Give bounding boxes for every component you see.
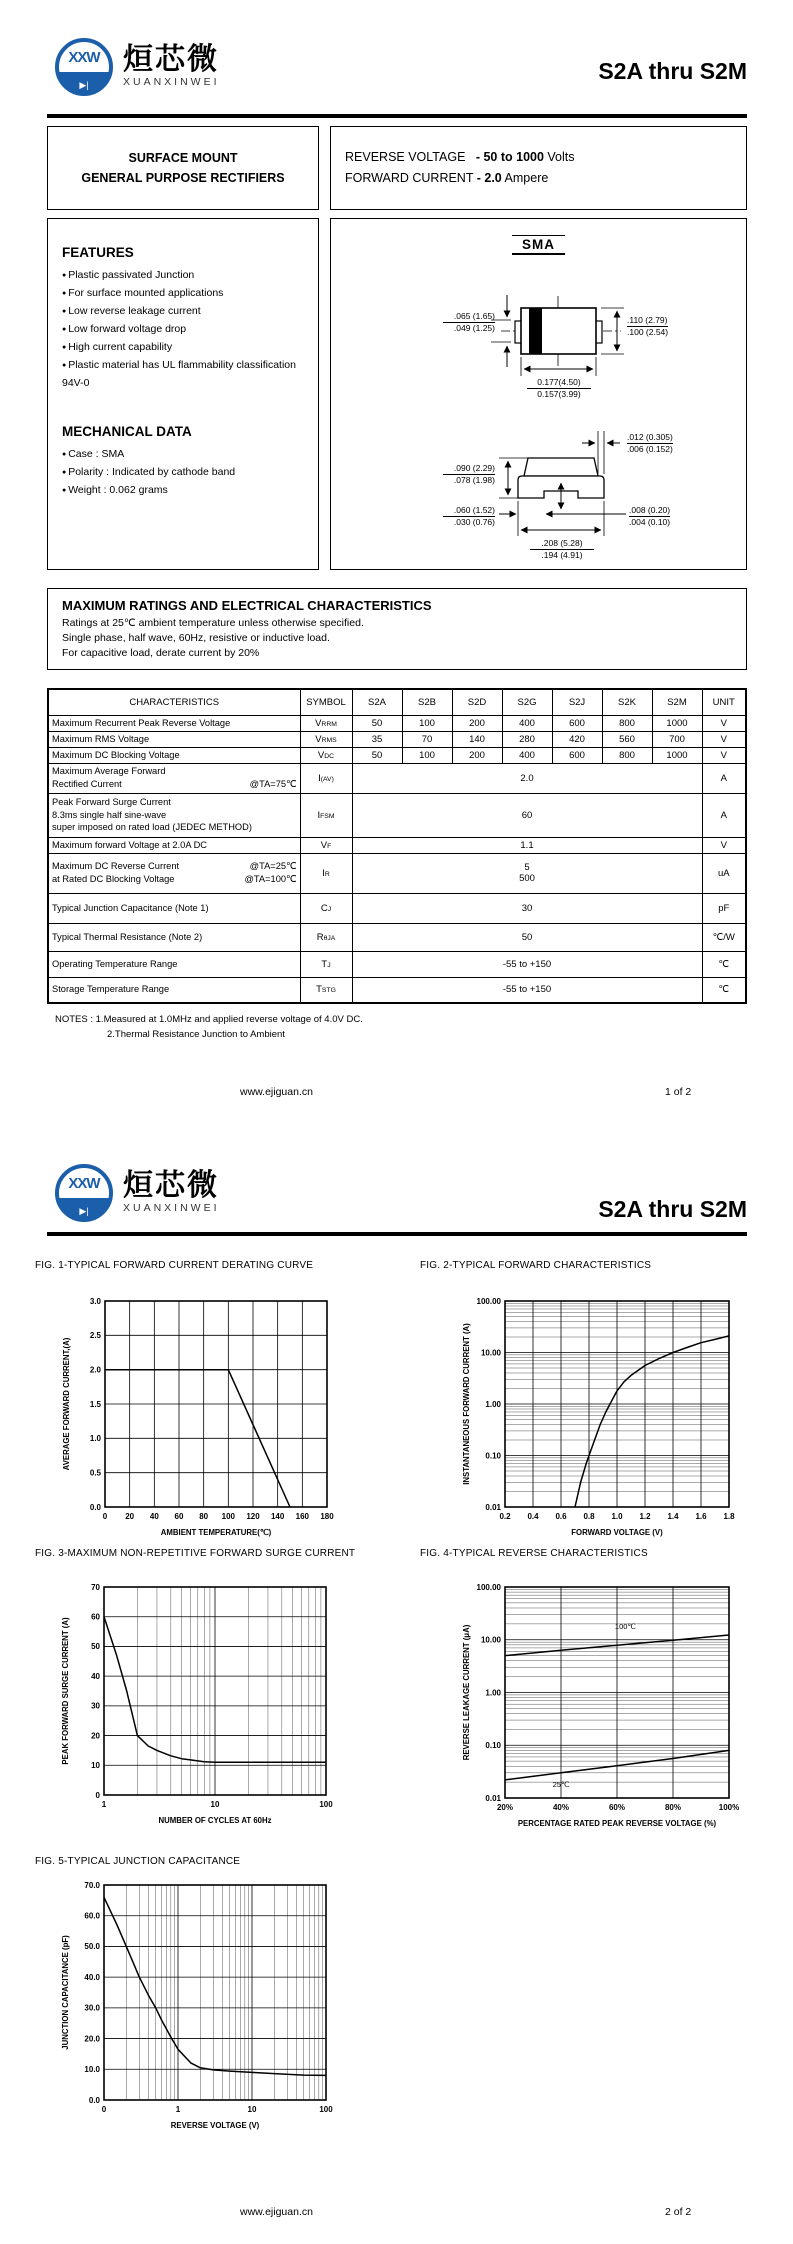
part-type-box [47, 126, 319, 210]
svg-text:1.0: 1.0 [89, 1434, 101, 1444]
package-drawing-box [330, 218, 747, 570]
reverse-voltage-unit: Volts [547, 149, 575, 164]
characteristic-cell: Storage Temperature Range [48, 977, 300, 1003]
fig1-derating-chart [59, 1293, 339, 1550]
feature-item: ● Low forward voltage drop [62, 320, 304, 338]
value-cell: 560 [602, 731, 652, 747]
table-row [48, 763, 746, 793]
svg-text:0.01: 0.01 [485, 1502, 501, 1512]
dim-overall-length: .208 (5.28) .194 (4.91) [530, 538, 594, 562]
dim-standoff: .008 (0.20) .004 (0.10) [629, 505, 671, 528]
value-cell: 50 [352, 923, 702, 951]
value-cell: -55 to +150 [352, 977, 702, 1003]
fig3-caption: FIG. 3-MAXIMUM NON-REPETITIVE FORWARD SURGE CURRENT [35, 1548, 356, 1559]
page2-header [47, 1164, 747, 1232]
page-title: S2A thru S2M [598, 1196, 747, 1222]
col-header-s2b: S2B [402, 689, 452, 715]
chart-svg [459, 1579, 741, 1836]
svg-text:40.0: 40.0 [84, 1972, 100, 1982]
forward-current-value: - 2.0 [476, 171, 502, 185]
value-cell: 700 [652, 731, 702, 747]
unit-cell: ℃/W [702, 923, 746, 951]
value-cell: 1000 [652, 715, 702, 731]
symbol-cell: VRMS [300, 731, 352, 747]
maximum-ratings-box [47, 588, 747, 670]
svg-text:160: 160 [295, 1512, 310, 1521]
unit-cell: A [702, 793, 746, 837]
unit-cell: V [702, 715, 746, 731]
header-rule [47, 114, 747, 118]
fig5-caption: FIG. 5-TYPICAL JUNCTION CAPACITANCE [35, 1856, 241, 1867]
svg-text:AMBIENT TEMPERATURE(℃): AMBIENT TEMPERATURE(℃) [160, 1528, 272, 1537]
feature-item: ● Plastic passivated Junction [62, 266, 304, 284]
svg-text:120: 120 [246, 1512, 260, 1521]
value-cell: 2.0 [352, 763, 702, 793]
company-logo [55, 38, 113, 96]
table-row [48, 853, 746, 893]
brand-name-cn: 烜芯微 [123, 43, 219, 76]
note-line-1: NOTES : 1.Measured at 1.0MHz and applied reverse voltage of 4.0V DC. [55, 1014, 363, 1025]
dim-body-height: .110 (2.79) .100 (2.54) [627, 315, 669, 338]
fig2-forward-characteristics-chart [459, 1293, 741, 1550]
footer-page-number: 1 of 2 [665, 1086, 692, 1098]
svg-text:100: 100 [319, 2105, 333, 2114]
svg-text:AVERAGE FORWARD CURRENT,(A): AVERAGE FORWARD CURRENT,(A) [62, 1337, 71, 1471]
fig4-reverse-characteristics-chart [459, 1579, 741, 1841]
value-cell: 100 [402, 747, 452, 763]
svg-text:10: 10 [210, 1800, 220, 1809]
symbol-cell: IR [300, 853, 352, 893]
characteristic-cell: Operating Temperature Range [48, 951, 300, 977]
symbol-cell: CJ [300, 893, 352, 923]
svg-text:0.0: 0.0 [88, 2095, 100, 2105]
svg-text:0: 0 [102, 1512, 108, 1521]
value-cell: 200 [452, 715, 502, 731]
ratings-condition-line: Ratings at 25℃ ambient temperature unless otherwise specified. [62, 617, 364, 629]
col-header-s2d: S2D [452, 689, 502, 715]
value-cell: 420 [552, 731, 602, 747]
svg-text:40%: 40% [552, 1803, 570, 1812]
value-cell: 60 [352, 793, 702, 837]
value-cell: 35 [352, 731, 402, 747]
svg-text:0.4: 0.4 [527, 1512, 539, 1521]
svg-text:PERCENTAGE RATED PEAK REVERSE: PERCENTAGE RATED PEAK REVERSE VOLTAGE (%) [517, 1819, 717, 1828]
reverse-voltage-line [345, 147, 746, 168]
value-cell: 200 [452, 747, 502, 763]
table-row [48, 715, 746, 731]
header-rule [47, 1232, 747, 1236]
svg-text:180: 180 [320, 1512, 334, 1521]
svg-text:70.0: 70.0 [84, 1880, 100, 1890]
fig3-surge-current-chart [58, 1579, 338, 1838]
value-cell: 280 [502, 731, 552, 747]
svg-text:1.5: 1.5 [89, 1399, 101, 1409]
characteristic-cell: Maximum Average Forward Rectified Current @TA=75℃ [48, 763, 300, 793]
footer-url: www.ejiguan.cn [240, 1086, 313, 1098]
svg-text:1.2: 1.2 [639, 1512, 651, 1521]
fig4-caption: FIG. 4-TYPICAL REVERSE CHARACTERISTICS [420, 1548, 648, 1559]
symbol-cell: VRRM [300, 715, 352, 731]
maximum-ratings-title: MAXIMUM RATINGS AND ELECTRICAL CHARACTERISTICS [62, 598, 432, 613]
col-header-symbol: SYMBOL [300, 689, 352, 715]
svg-text:0.5: 0.5 [89, 1468, 101, 1478]
value-cell: 1.1 [352, 837, 702, 853]
reverse-voltage-value: - 50 to 1000 [475, 149, 544, 164]
dim-body-length: 0.177(4.50) 0.157(3.99) [527, 377, 591, 401]
svg-text:20%: 20% [496, 1803, 514, 1812]
col-header-s2k: S2K [602, 689, 652, 715]
dim-lead-length: .060 (1.52) .030 (0.76) [443, 505, 495, 529]
svg-text:0.10: 0.10 [485, 1741, 501, 1751]
dim-package-height: .090 (2.29) .078 (1.98) [443, 463, 495, 487]
logo-monogram: XXW [68, 1175, 100, 1192]
svg-text:50: 50 [91, 1642, 100, 1652]
value-cell: 50 [352, 747, 402, 763]
table-row [48, 747, 746, 763]
svg-text:100%: 100% [718, 1803, 740, 1812]
table-row [48, 951, 746, 977]
svg-text:20: 20 [91, 1731, 100, 1741]
footer-page-number: 2 of 2 [665, 2206, 692, 2218]
mech-item: ● Polarity : Indicated by cathode band [62, 463, 304, 481]
value-cell: 800 [602, 715, 652, 731]
value-cell: 1000 [652, 747, 702, 763]
page1-header [47, 36, 747, 114]
svg-text:1.00: 1.00 [485, 1399, 501, 1409]
col-header-s2m: S2M [652, 689, 702, 715]
svg-text:20.0: 20.0 [84, 2034, 100, 2044]
value-cell: 600 [552, 715, 602, 731]
value-cell: 800 [602, 747, 652, 763]
unit-cell: V [702, 837, 746, 853]
unit-cell: V [702, 747, 746, 763]
svg-text:10: 10 [91, 1761, 100, 1771]
svg-text:REVERSE LEAKAGE CURRENT (μA): REVERSE LEAKAGE CURRENT (μA) [462, 1624, 471, 1761]
diode-symbol-icon: ▶| [79, 80, 89, 90]
logo-monogram: XXW [68, 49, 100, 66]
page-title: S2A thru S2M [598, 58, 747, 84]
svg-text:1.8: 1.8 [723, 1512, 735, 1521]
characteristic-cell: Maximum DC Reverse Current @TA=25℃ at Rated DC Blocking Voltage @TA=100℃ [48, 853, 300, 893]
symbol-cell: TJ [300, 951, 352, 977]
forward-current-line [345, 168, 746, 189]
svg-text:1: 1 [101, 1800, 107, 1809]
unit-cell: V [702, 731, 746, 747]
mechanical-data-title: MECHANICAL DATA [62, 424, 192, 440]
unit-cell: ℃ [702, 977, 746, 1003]
col-header-s2g: S2G [502, 689, 552, 715]
svg-text:100.00: 100.00 [476, 1296, 501, 1306]
dim-lead-thickness: .065 (1.65) .049 (1.25) [443, 311, 495, 335]
svg-text:10.00: 10.00 [480, 1348, 501, 1358]
svg-text:25℃: 25℃ [552, 1780, 570, 1790]
brand-name-cn: 烜芯微 [123, 1169, 219, 1202]
svg-text:0.10: 0.10 [485, 1451, 501, 1461]
mech-item: ● Case : SMA [62, 445, 304, 463]
table-row [48, 977, 746, 1003]
logo-circle-icon [55, 1164, 113, 1222]
part-type-line1: SURFACE MOUNT [128, 151, 238, 165]
svg-text:100: 100 [319, 1800, 333, 1809]
note-line-2: 2.Thermal Resistance Junction to Ambient [107, 1029, 285, 1041]
col-header-s2j: S2J [552, 689, 602, 715]
chart-svg [58, 1877, 338, 2138]
fig1-caption: FIG. 1-TYPICAL FORWARD CURRENT DERATING CURVE [35, 1260, 314, 1271]
svg-text:REVERSE VOLTAGE (V): REVERSE VOLTAGE (V) [170, 2121, 260, 2130]
value-cell: 100 [402, 715, 452, 731]
svg-text:0.8: 0.8 [583, 1512, 595, 1521]
value-cell: 140 [452, 731, 502, 747]
symbol-cell: VF [300, 837, 352, 853]
svg-text:30: 30 [91, 1701, 100, 1711]
unit-cell: uA [702, 853, 746, 893]
part-type-line2: GENERAL PURPOSE RECTIFIERS [81, 171, 285, 185]
characteristic-cell: Typical Junction Capacitance (Note 1) [48, 893, 300, 923]
svg-text:140: 140 [270, 1512, 285, 1521]
table-row [48, 893, 746, 923]
brand-block [123, 44, 220, 88]
unit-cell: A [702, 763, 746, 793]
svg-text:60%: 60% [608, 1803, 626, 1812]
svg-text:0.0: 0.0 [89, 1502, 101, 1512]
chart-svg [59, 1293, 339, 1545]
chart-svg [459, 1293, 741, 1545]
svg-text:0.01: 0.01 [485, 1793, 501, 1803]
svg-text:20: 20 [125, 1512, 135, 1521]
svg-text:1: 1 [175, 2105, 181, 2114]
mech-item: ● Weight : 0.062 grams [62, 481, 304, 499]
symbol-cell: IFSM [300, 793, 352, 837]
footer-url: www.ejiguan.cn [240, 2206, 313, 2218]
svg-text:40: 40 [149, 1512, 159, 1521]
col-header-characteristics: CHARACTERISTICS [48, 689, 300, 715]
col-header-unit: UNIT [702, 689, 746, 715]
value-cell: -55 to +150 [352, 951, 702, 977]
svg-text:FORWARD VOLTAGE (V): FORWARD VOLTAGE (V) [571, 1528, 663, 1537]
svg-text:1.0: 1.0 [611, 1512, 623, 1521]
diode-symbol-icon: ▶| [79, 1206, 89, 1216]
svg-text:60: 60 [174, 1512, 184, 1521]
symbol-cell: VDC [300, 747, 352, 763]
value-cell: 50 [352, 715, 402, 731]
characteristic-cell: Maximum DC Blocking Voltage [48, 747, 300, 763]
svg-text:30.0: 30.0 [84, 2003, 100, 2013]
table-row [48, 837, 746, 853]
svg-text:50.0: 50.0 [84, 1942, 100, 1952]
mechanical-data-list [62, 445, 304, 499]
svg-text:0.6: 0.6 [555, 1512, 567, 1521]
ratings-condition-line: For capacitive load, derate current by 20% [62, 647, 260, 660]
fig5-junction-capacitance-chart [58, 1877, 338, 2143]
unit-cell: ℃ [702, 951, 746, 977]
svg-text:60.0: 60.0 [84, 1911, 100, 1921]
table-row [48, 923, 746, 951]
chart-svg [58, 1579, 338, 1833]
feature-item: ● High current capability [62, 338, 304, 356]
svg-text:100℃: 100℃ [614, 1621, 636, 1631]
symbol-cell: RθJA [300, 923, 352, 951]
svg-text:10: 10 [247, 2105, 257, 2114]
value-cell: 30 [352, 893, 702, 923]
ratings-table [47, 688, 747, 1004]
svg-text:0: 0 [101, 2105, 107, 2114]
electrical-summary-box [330, 126, 747, 210]
features-list [62, 266, 304, 392]
svg-text:80: 80 [199, 1512, 209, 1521]
value-cell: 70 [402, 731, 452, 747]
company-logo [55, 1164, 113, 1222]
fig2-caption: FIG. 2-TYPICAL FORWARD CHARACTERISTICS [420, 1260, 652, 1271]
svg-text:0.2: 0.2 [499, 1512, 511, 1521]
svg-text:80%: 80% [664, 1803, 682, 1812]
unit-cell: pF [702, 893, 746, 923]
svg-text:100.00: 100.00 [476, 1582, 501, 1592]
svg-text:40: 40 [91, 1671, 100, 1681]
brand-block [123, 1170, 220, 1214]
svg-text:0: 0 [95, 1790, 100, 1800]
svg-text:1.6: 1.6 [695, 1512, 707, 1521]
brand-name-en: XUANXINWEI [123, 75, 220, 88]
svg-text:100: 100 [221, 1512, 236, 1521]
table-notes [55, 1012, 363, 1042]
table-row [48, 793, 746, 837]
ratings-condition-line: Single phase, half wave, 60Hz, resistive or inductive load. [62, 632, 330, 645]
reverse-voltage-label: REVERSE VOLTAGE [345, 149, 466, 164]
col-header-s2a: S2A [352, 689, 402, 715]
svg-text:70: 70 [91, 1582, 100, 1592]
svg-text:3.0: 3.0 [89, 1296, 101, 1306]
characteristic-cell: Maximum Recurrent Peak Reverse Voltage [48, 715, 300, 731]
package-name: SMA [331, 235, 746, 255]
characteristic-cell: Typical Thermal Resistance (Note 2) [48, 923, 300, 951]
svg-text:2.0: 2.0 [89, 1365, 101, 1375]
brand-name-en: XUANXINWEI [123, 1201, 220, 1214]
value-cell: 5 500 [352, 853, 702, 893]
characteristic-cell: Maximum RMS Voltage [48, 731, 300, 747]
logo-circle-icon [55, 38, 113, 96]
symbol-cell: TSTG [300, 977, 352, 1003]
svg-text:JUNCTION CAPACITANCE (pF): JUNCTION CAPACITANCE (pF) [61, 1935, 70, 2050]
svg-text:2.5: 2.5 [89, 1331, 101, 1341]
table-row [48, 731, 746, 747]
characteristic-cell: Peak Forward Surge Current 8.3ms single half sine-wave super imposed on rated load (JEDEC METHOD) [48, 793, 300, 837]
forward-current-label: FORWARD CURRENT [345, 171, 474, 185]
features-title: FEATURES [62, 245, 134, 260]
svg-text:10.0: 10.0 [84, 2065, 100, 2075]
feature-item: ● Plastic material has UL flammability classification 94V-0 [62, 356, 304, 392]
value-cell: 600 [552, 747, 602, 763]
dim-band-width: .012 (0.305) .006 (0.152) [627, 432, 673, 455]
svg-text:PEAK FORWARD SURGE CURRENT (A): PEAK FORWARD SURGE CURRENT (A) [61, 1617, 70, 1765]
feature-item: ● For surface mounted applications [62, 284, 304, 302]
svg-text:1.00: 1.00 [485, 1688, 501, 1698]
svg-text:1.4: 1.4 [667, 1512, 679, 1521]
svg-text:10.00: 10.00 [480, 1635, 501, 1645]
symbol-cell: I(AV) [300, 763, 352, 793]
feature-item: ● Low reverse leakage current [62, 302, 304, 320]
value-cell: 400 [502, 747, 552, 763]
forward-current-unit: Ampere [504, 171, 549, 185]
value-cell: 400 [502, 715, 552, 731]
svg-text:60: 60 [91, 1612, 100, 1622]
characteristic-cell: Maximum forward Voltage at 2.0A DC [48, 837, 300, 853]
svg-text:INSTANTANEOUS FORWARD CURRENT: INSTANTANEOUS FORWARD CURRENT (A) [462, 1323, 471, 1485]
features-box [47, 218, 319, 570]
svg-text:NUMBER OF CYCLES AT 60Hz: NUMBER OF CYCLES AT 60Hz [158, 1816, 272, 1825]
